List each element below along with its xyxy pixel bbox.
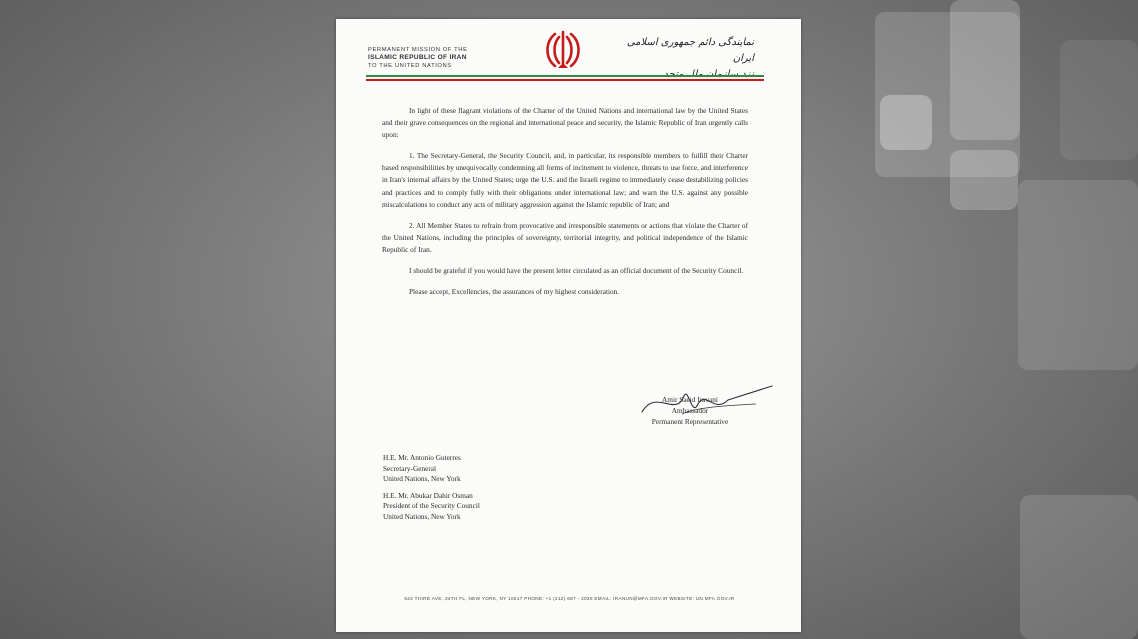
background-tile xyxy=(880,95,932,150)
signer-block xyxy=(620,394,760,427)
body-paragraph: I should be grateful if you would have the present letter circulated as an official document of the Security Council. xyxy=(409,266,744,276)
mission-name-english xyxy=(368,46,508,70)
recipients-block xyxy=(383,453,583,528)
recipient-location: United Nations, New York xyxy=(383,474,461,483)
letter-page xyxy=(336,19,801,632)
mission-fa-line1: نمایندگی دائم جمهوری اسلامی ایران xyxy=(626,37,754,64)
background-tile xyxy=(1018,180,1138,370)
signer-title: Ambassador xyxy=(671,406,709,415)
iran-emblem-icon xyxy=(541,28,585,72)
flag-stripe-divider xyxy=(366,75,764,81)
background-tile xyxy=(950,0,1020,140)
recipient xyxy=(383,491,583,523)
recipient-title: Secretary-General xyxy=(383,463,437,473)
mission-en-line2: ISLAMIC REPUBLIC OF IRAN xyxy=(368,54,467,61)
recipient xyxy=(383,453,583,485)
mission-en-line1: PERMANENT MISSION OF THE xyxy=(368,47,468,53)
background-tile xyxy=(1060,40,1138,160)
recipient-name: H.E. Mr. Antonio Guterres xyxy=(383,453,461,462)
body-paragraph: Please accept, Excellencies, the assurances of my highest consideration. xyxy=(409,287,620,297)
body-paragraph: 1. The Secretary-General, the Security Council, and, in particular, its responsible members to fulfill their Charter based responsibilities by unequivocally condemning all forms of incitement to violence, threats to use force, and interference in Iran's internal affairs by the United States; urge the U.S. and the Israeli regime to immediately cease destabilizing policies and practices and to comply fully with their obligations under international law; and warn the U.S. against any possible miscalculations to conduct any acts of military aggression against the Islamic republic of Iran; and xyxy=(382,151,748,209)
mission-en-line3: TO THE UNITED NATIONS xyxy=(368,63,452,69)
flag-stripe-red xyxy=(366,79,764,81)
letter-footer: 622 THIRD AVE, 34TH FL, NEW YORK, NY 10017 PHONE: +1 (212) 687 - 2020 EMAIL: IRANUN@MFA.GOV.IR WEBSITE: UN.MFA.GOV.IR xyxy=(404,596,735,601)
signer-title: Permanent Representative xyxy=(651,417,729,426)
body-paragraph: 2. All Member States to refrain from provocative and irresponsible statements or actions that violate the Charter of the United Nations, including the principles of sovereignty, territorial integrity, and political independence of the Islamic Republic of Iran. xyxy=(382,220,748,254)
letter-body xyxy=(382,105,748,307)
background-tile xyxy=(1020,495,1138,639)
recipient-location: United Nations, New York xyxy=(383,511,461,521)
body-paragraph: In light of these flagrant violations of the Charter of the United Nations and international law by the United States and their grave consequences on the regional and international peace and security, the Islamic Republic of Iran urgently calls upon: xyxy=(382,106,748,140)
background-tile xyxy=(950,150,1018,210)
recipient-title: President of the Security Council xyxy=(383,501,480,510)
recipient-name: H.E. Mr. Abukar Dahir Osman xyxy=(383,490,473,500)
signer-name: Amir Saeid Iravani xyxy=(662,395,718,404)
